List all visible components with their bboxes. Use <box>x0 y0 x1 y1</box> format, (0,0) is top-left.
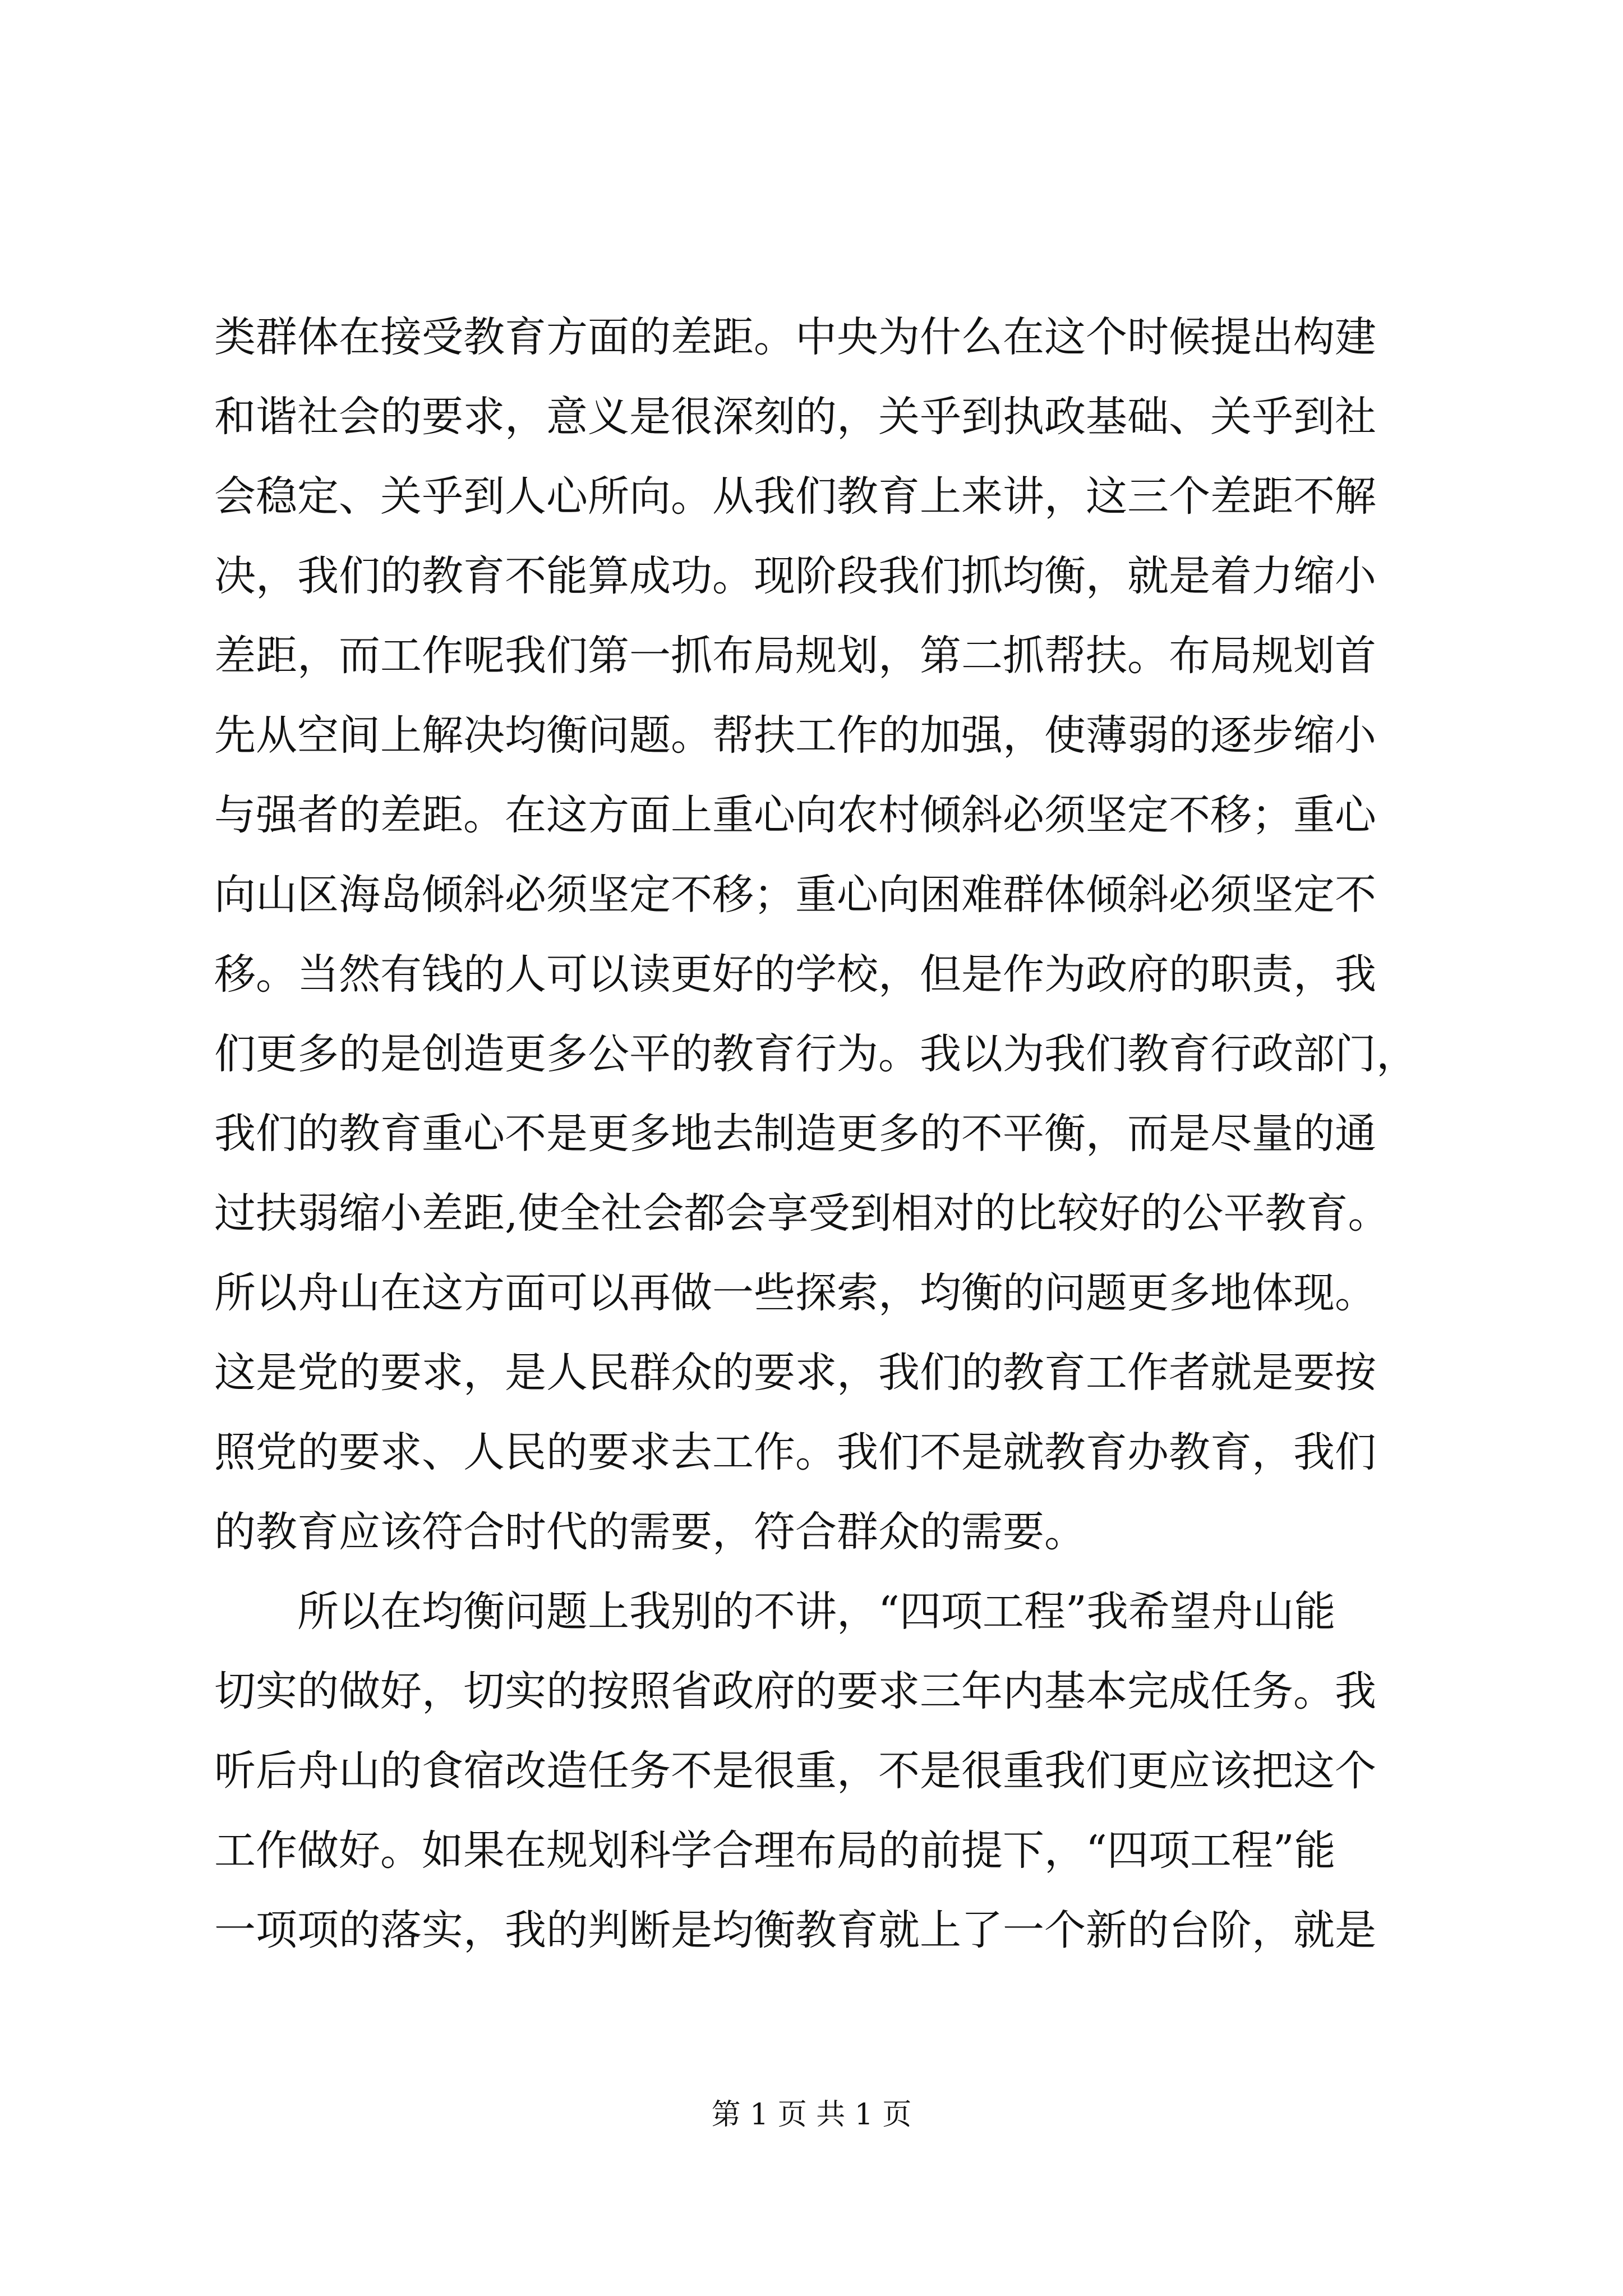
body-text <box>214 297 1437 1970</box>
text-line: 们更多的是创造更多公平的教育行为。我以为我们教育行政部门， <box>214 1030 1418 1078</box>
paragraph-first-line: 所以在均衡问题上我别的不讲，“四项工程”我希望舟山能 <box>297 1588 1336 1636</box>
text-line: 的教育应该符合时代的需要，符合群众的需要。 <box>214 1508 1086 1556</box>
text-line: 决，我们的教育不能算成功。现阶段我们抓均衡，就是着力缩小 <box>214 552 1376 600</box>
text-line: 类群体在接受教育方面的差距。中央为什么在这个时候提出构建 <box>214 313 1376 361</box>
text-line: 切实的做好，切实的按照省政府的要求三年内基本完成任务。我 <box>214 1667 1376 1715</box>
text-line: 听后舟山的食宿改造任务不是很重，不是很重我们更应该把这个 <box>214 1747 1376 1795</box>
text-line: 我们的教育重心不是更多地去制造更多的不平衡，而是尽量的通 <box>214 1110 1376 1158</box>
text-line: 向山区海岛倾斜必须坚定不移；重心向困难群体倾斜必须坚定不 <box>214 871 1376 919</box>
text-line: 这是党的要求，是人民群众的要求，我们的教育工作者就是要按 <box>214 1349 1376 1397</box>
text-line: 一项项的落实，我的判断是均衡教育就上了一个新的台阶，就是 <box>214 1906 1376 1954</box>
text-line: 与强者的差距。在这方面上重心向农村倾斜必须坚定不移；重心 <box>214 791 1376 839</box>
text-line: 所以舟山在这方面可以再做一些探索，均衡的问题更多地体现。 <box>214 1269 1376 1317</box>
text-line: 和谐社会的要求，意义是很深刻的，关乎到执政基础、关乎到社 <box>214 393 1376 441</box>
text-line: 照党的要求、人民的要求去工作。我们不是就教育办教育，我们 <box>214 1428 1376 1476</box>
text-line: 工作做好。如果在规划科学合理布局的前提下，“四项工程”能 <box>214 1826 1336 1875</box>
text-line: 差距，而工作呢我们第一抓布局规划，第二抓帮扶。布局规划首 <box>214 632 1376 680</box>
text-line: 移。当然有钱的人可以读更好的学校，但是作为政府的职责，我 <box>214 950 1376 999</box>
text-line: 过扶弱缩小差距,使全社会都会享受到相对的比较好的公平教育。 <box>214 1189 1390 1237</box>
text-line: 会稳定、关乎到人心所向。从我们教育上来讲，这三个差距不解 <box>214 472 1376 521</box>
page-footer: 第 1 页 共 1 页 <box>711 2098 912 2132</box>
text-line: 先从空间上解决均衡问题。帮扶工作的加强，使薄弱的逐步缩小 <box>214 711 1376 760</box>
